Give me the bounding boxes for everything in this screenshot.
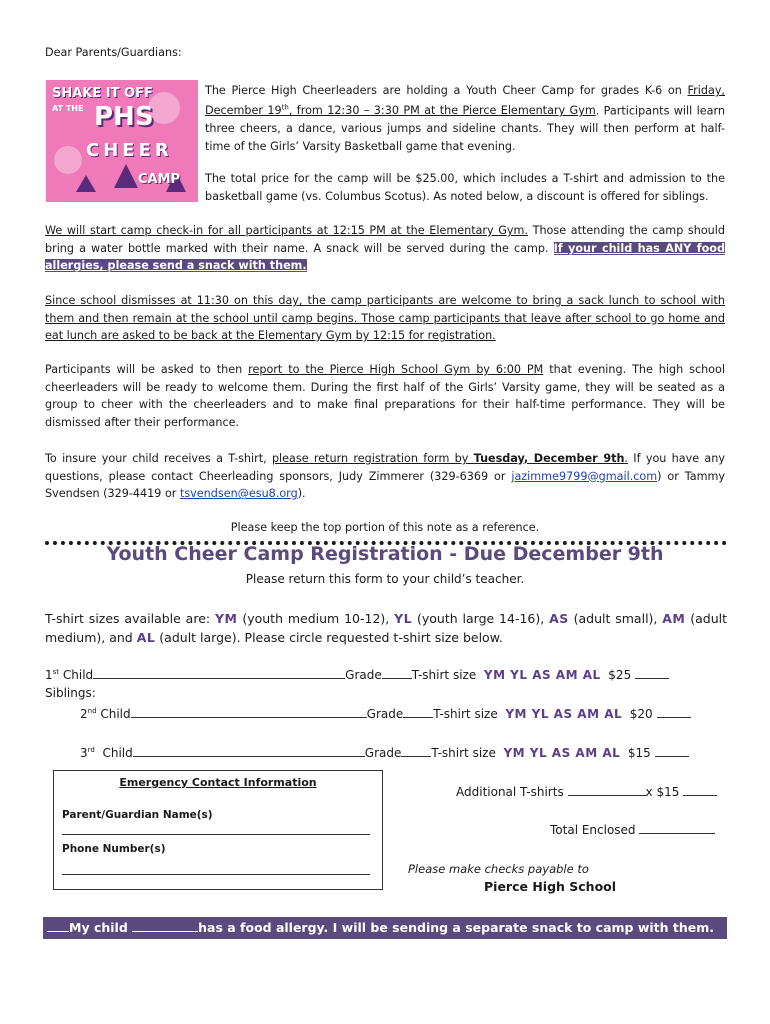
logo-line5: CAMP [138,172,181,187]
child1-size-options[interactable]: YM YL AS AM AL [483,668,601,682]
siblings-label: Siblings: [45,686,96,700]
total-enclosed-row: Total Enclosed [550,822,715,837]
child2-name-field[interactable] [131,706,367,718]
phone-field[interactable] [62,874,370,875]
additional-amount-field[interactable] [683,784,717,796]
price-paragraph: The total price for the camp will be $25.00, which includes a T-shirt and admission to the basketball game (vs. Columbus Scotus). As noted below, a discount is offered for siblings. [205,172,725,203]
child2-size-options[interactable]: YM YL AS AM AL [505,707,623,721]
email-link-tammy[interactable]: tsvendsen@esu8.org [179,487,298,501]
evening-paragraph: Participants will be asked to then report to the Pierce High School Gym by 6:00 PM that evening. The high school cheerleaders will be ready to welcome them. During the first half of the Girls’ Varsity game, they will be seated as a group to cheer with the cheerleaders and to make final preparations for their half-time performance. They will be dismissed after their performance. [45,363,725,429]
emergency-title: Emergency Contact Information [119,776,317,789]
child3-amount-field[interactable] [655,745,689,757]
tshirt-sizes-text: T-shirt sizes available are: YM (youth medium 10-12), YL (youth large 14-16), AS (adult small), AM (adult medium), and AL (adult large). Please circle requested t-shirt size below. [45,611,727,645]
child2-grade-field[interactable] [403,706,433,718]
lunch-paragraph: Since school dismisses at 11:30 on this day, the camp participants are welcome to bring a sack lunch to school with them and then remain at the school until camp begins. Those camp participants that leave after school to go home and eat lunch are asked to be back at the Elementary Gym by 12:15 for registration. [45,294,725,343]
allergy-highlight: If your child has ANY food allergies, please send a snack with them. [45,241,726,273]
child1-amount-field[interactable] [635,667,669,679]
logo-line2: AT THE [52,104,84,113]
child1-row: 1st Child Grade T-shirt size YM YL AS AM AL $25 [45,667,669,682]
allergy-check-field[interactable] [47,917,69,932]
additional-qty-field[interactable] [568,784,646,796]
checks-payable-note: Please make checks payable to [408,862,589,876]
parent-name-field[interactable] [62,834,370,835]
registration-subtitle: Please return this form to your child’s teacher. [245,572,525,586]
intro-paragraph: The Pierce High Cheerleaders are holding a Youth Cheer Camp for grades K-6 on Friday, December 19th, from 12:30 – 3:30 PM at the Pierce Elementary Gym. Participants will learn three cheers, a dance, various jumps and sideline chants. They will then perform at half-time of the Girls’ Varsity Basketball game that evening. [205,84,725,153]
allergy-child-name-field[interactable] [132,917,198,932]
child2-amount-field[interactable] [657,706,691,718]
emergency-contact-box [53,770,383,890]
payee-name: Pierce High School [484,879,617,894]
phone-label: Phone Number(s) [62,843,166,855]
allergy-banner: My child has a food allergy. I will be sending a separate snack to camp with them. [43,917,727,939]
child3-row: 3rd Child Grade T-shirt size YM YL AS AM AL $15 [80,745,689,760]
checkin-paragraph: We will start camp check-in for all participants at 12:15 PM at the Elementary Gym. Those attending the camp should bring a water bottle marked with their name. A snack will be served during the camp. If your child has ANY food allergies, please send a snack with them. [45,224,726,273]
keep-note: Please keep the top portion of this note as a reference. [230,521,540,534]
child3-size-options[interactable]: YM YL AS AM AL [503,746,621,760]
logo-line1: SHAKE IT OFF [52,86,153,101]
parent-label: Parent/Guardian Name(s) [62,809,213,821]
logo-line4: CHEER [86,140,173,161]
child1-grade-field[interactable] [382,667,412,679]
camp-logo [46,80,198,202]
contact-paragraph: To insure your child receives a T-shirt, please return registration form by Tuesday, December 9th. If you have any questions, please contact Cheerleading sponsors, Judy Zimmerer (329-6369 or jazimme9799@gmail.com) or Tammy Svendsen (329-4419 or tsvendsen@esu8.org). [45,452,726,501]
child1-name-field[interactable] [93,667,345,679]
total-enclosed-field[interactable] [639,822,715,834]
child2-row: 2nd Child Grade T-shirt size YM YL AS AM AL $20 [80,706,691,721]
email-link-judy[interactable]: jazimme9799@gmail.com [511,469,658,483]
child3-grade-field[interactable] [401,745,431,757]
child3-name-field[interactable] [133,745,365,757]
registration-title: Youth Cheer Camp Registration - Due December 9th [106,543,664,565]
additional-tshirts-row: Additional T-shirts x $15 [456,784,717,799]
salutation: Dear Parents/Guardians: [45,46,182,59]
logo-line3: PHS [94,102,154,132]
